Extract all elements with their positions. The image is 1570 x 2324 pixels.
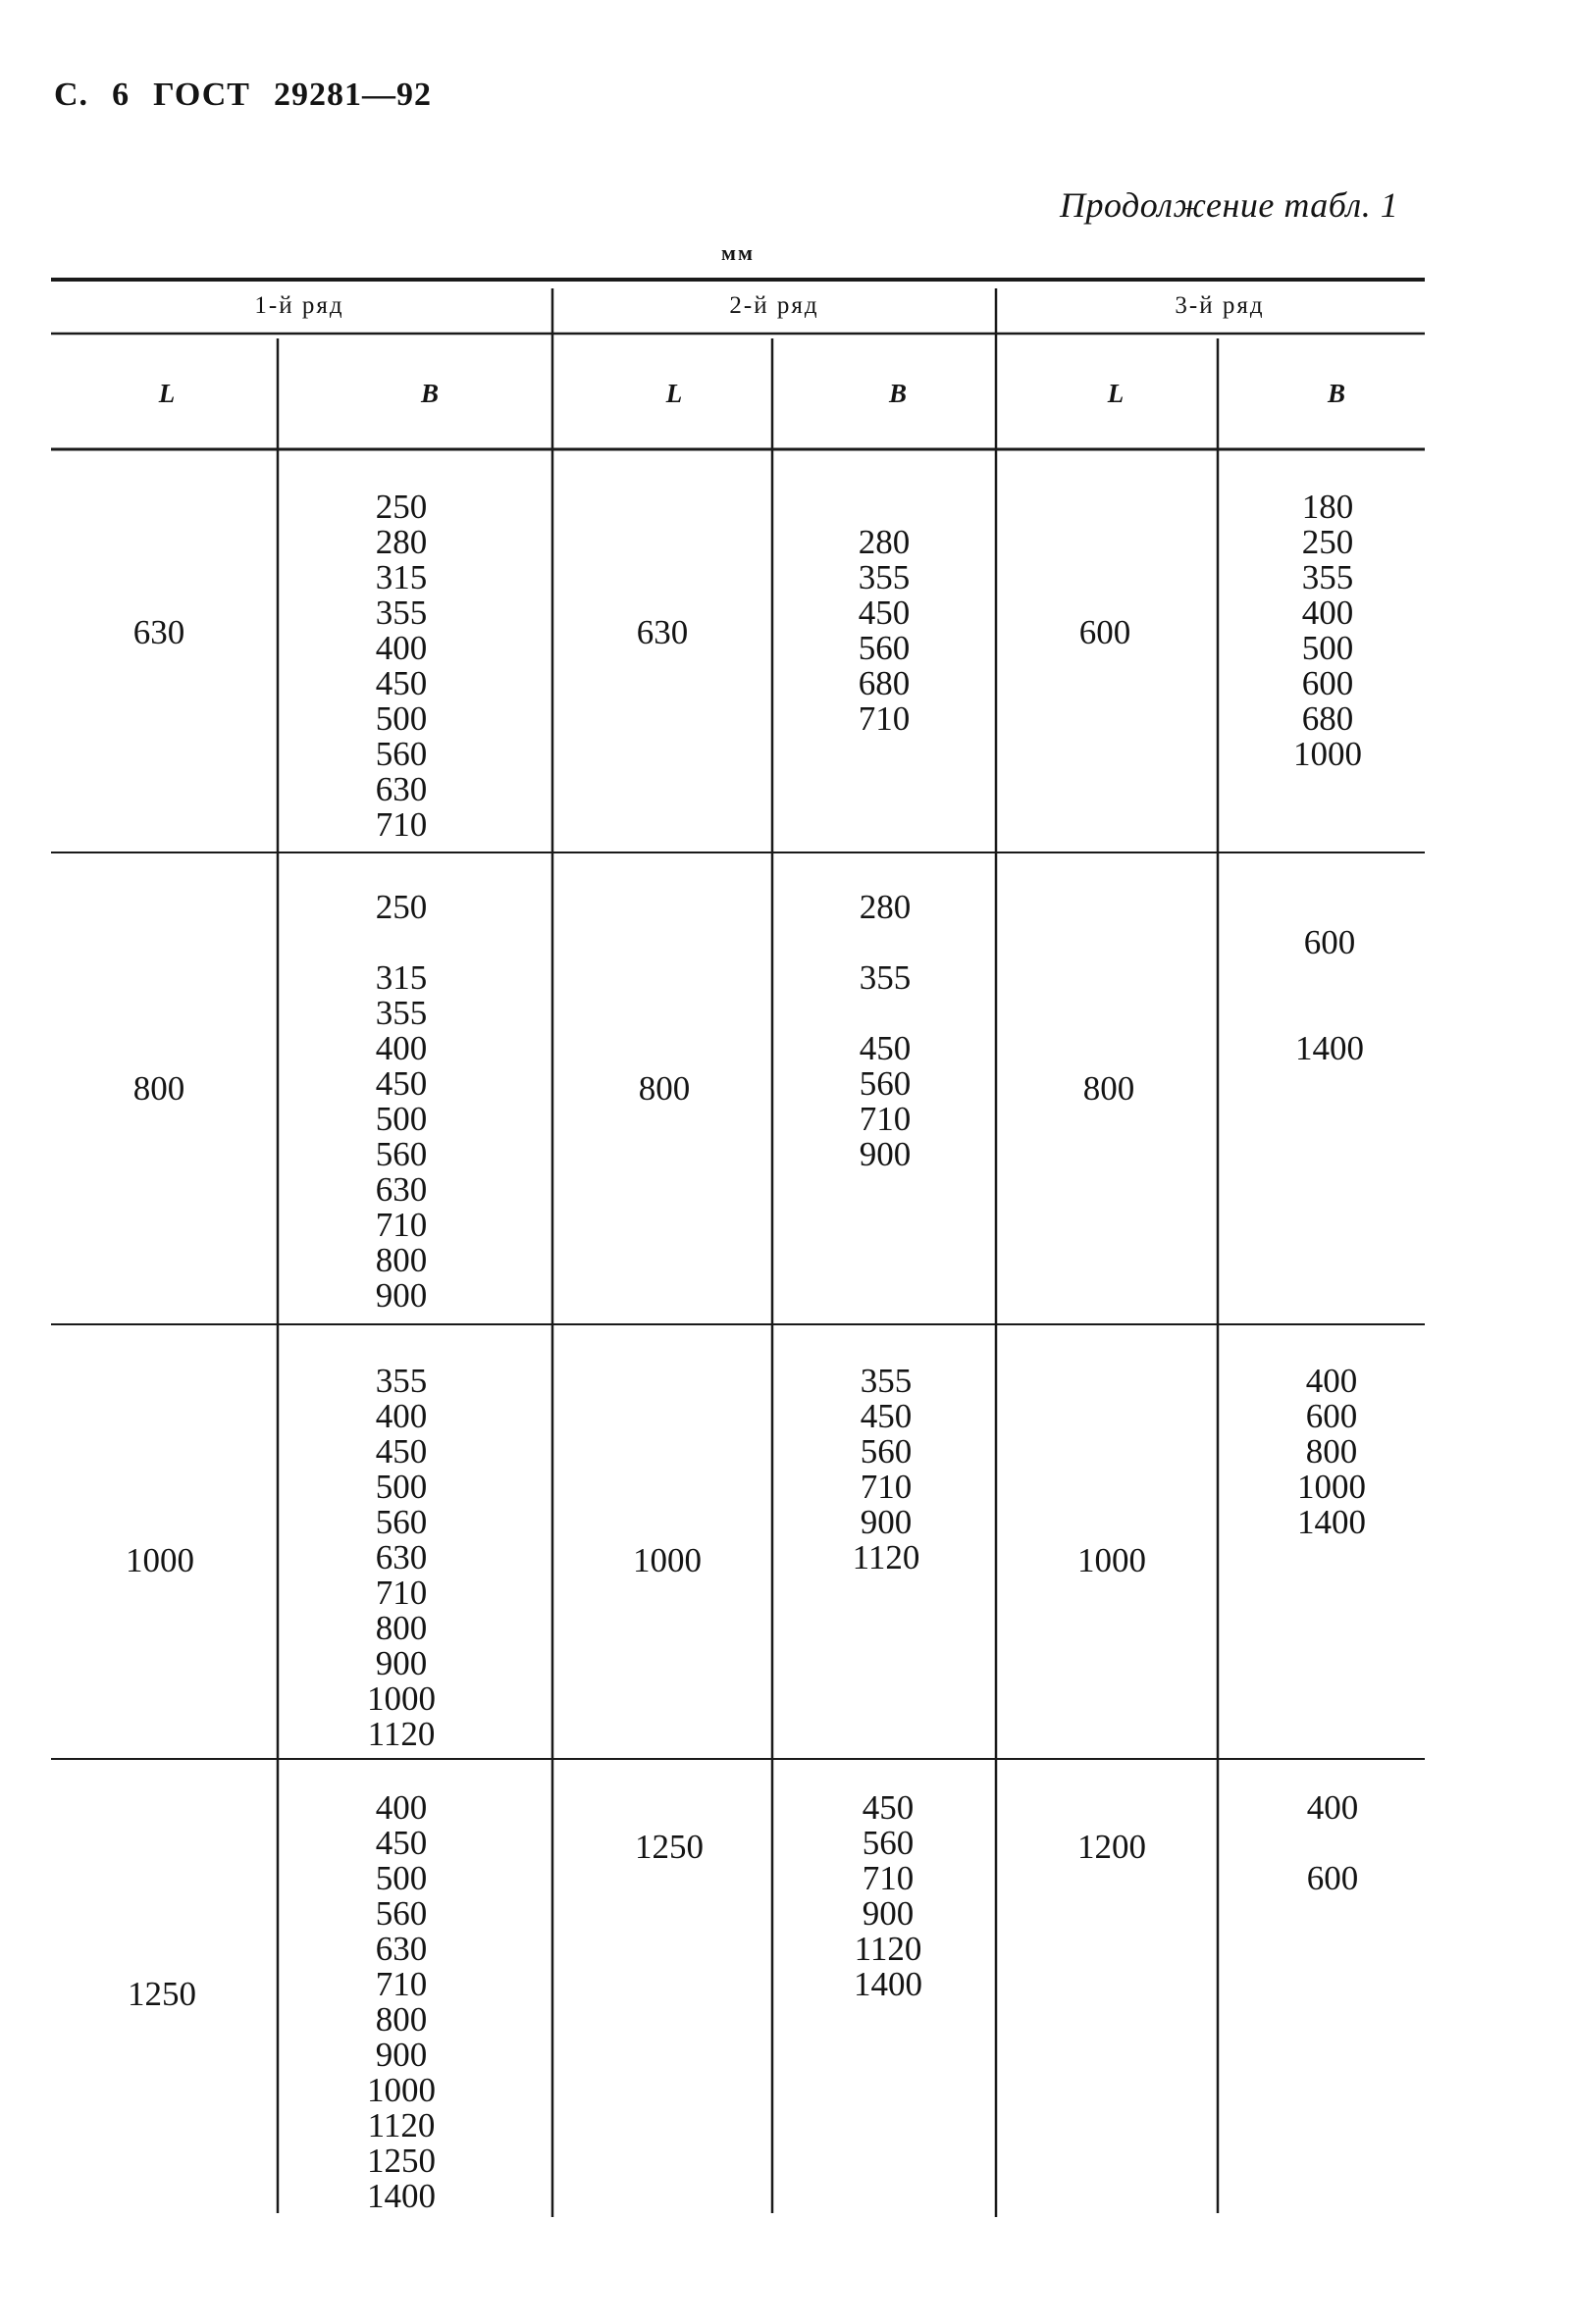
b-value: 400 [375, 1788, 428, 1827]
b-value: 710 [859, 1100, 912, 1138]
b-value [816, 925, 954, 960]
b-value: 560 [860, 1432, 913, 1471]
b-value: 355 [1301, 558, 1354, 596]
b-value: 400 [375, 629, 428, 667]
row3-r1-L: 1000 [126, 1541, 194, 1579]
b-value: 1400 [367, 2177, 436, 2215]
b-value: 280 [858, 523, 911, 561]
b-value: 710 [862, 1859, 915, 1897]
row1-r2-B-list [815, 490, 953, 737]
b-value: 800 [375, 1241, 428, 1279]
b-value: 315 [375, 958, 428, 997]
row2-r2-L: 800 [638, 1069, 691, 1108]
row3-r1-B-list [333, 1364, 470, 1752]
row4-r3-B-list [1264, 1790, 1401, 1896]
b-value: 680 [1301, 699, 1354, 738]
b-value: 1000 [367, 1679, 436, 1718]
b-value [1261, 890, 1398, 925]
row3-r3-L: 1000 [1077, 1541, 1146, 1579]
b-value: 600 [1305, 1397, 1358, 1435]
row1-r2-L: 630 [636, 613, 689, 651]
row2-r3-B-list [1261, 890, 1398, 1066]
b-value: 355 [375, 994, 428, 1032]
standard-number: 29281—92 [273, 77, 432, 113]
row2-r2-B-list [816, 890, 954, 1172]
group-header-row1: 1-й ряд [254, 292, 344, 319]
b-value: 500 [375, 1468, 428, 1506]
b-value: 630 [375, 1930, 428, 1968]
b-value: 400 [375, 1397, 428, 1435]
b-value [1261, 960, 1398, 996]
b-value: 560 [859, 1064, 912, 1103]
b-value: 560 [375, 1503, 428, 1541]
row4-r1-L: 1250 [128, 1975, 196, 2013]
column-header-B: B [888, 379, 907, 408]
b-value: 355 [860, 1362, 913, 1400]
b-value: 180 [1301, 488, 1354, 526]
table-continuation-caption: Продолжение табл. 1 [1060, 185, 1399, 225]
b-value [815, 490, 953, 525]
row3-r2-B-list [817, 1364, 955, 1575]
b-value: 450 [858, 594, 911, 632]
b-value: 1120 [854, 1930, 922, 1968]
b-value: 560 [862, 1824, 915, 1862]
b-value: 250 [375, 488, 428, 526]
b-value: 630 [375, 1538, 428, 1576]
units-label: мм [721, 240, 755, 265]
row3-r2-L: 1000 [633, 1541, 702, 1579]
b-value: 1120 [852, 1538, 920, 1576]
b-value: 680 [858, 664, 911, 702]
b-value: 250 [1301, 523, 1354, 561]
b-value: 355 [859, 958, 912, 997]
b-value: 600 [1301, 664, 1354, 702]
b-value: 280 [859, 888, 912, 926]
b-value: 1000 [1297, 1468, 1366, 1506]
b-value: 1120 [367, 1715, 436, 1753]
b-value: 450 [860, 1397, 913, 1435]
b-value: 560 [375, 1894, 428, 1933]
row2-r1-B-list [333, 890, 470, 1314]
b-value: 450 [862, 1788, 915, 1827]
b-value: 355 [375, 1362, 428, 1400]
b-value: 1000 [367, 2071, 436, 2109]
row1-r1-B-list [333, 490, 470, 843]
standard-name: ГОСТ [153, 77, 250, 113]
b-value: 500 [375, 699, 428, 738]
row4-r1-B-list [333, 1790, 470, 2214]
b-value: 560 [375, 1135, 428, 1173]
b-value: 500 [1301, 629, 1354, 667]
row1-r1-L: 630 [132, 613, 185, 651]
b-value: 400 [1301, 594, 1354, 632]
b-value: 450 [375, 1432, 428, 1471]
b-value: 710 [375, 1574, 428, 1612]
b-value: 710 [375, 1965, 428, 2003]
b-value [333, 925, 470, 960]
b-value: 400 [375, 1029, 428, 1067]
b-value: 800 [375, 1609, 428, 1647]
b-value [1264, 1826, 1401, 1861]
b-value: 900 [860, 1503, 913, 1541]
b-value: 1000 [1293, 735, 1362, 773]
b-value: 800 [1305, 1432, 1358, 1471]
b-value: 315 [375, 558, 428, 596]
column-header-B: B [420, 379, 439, 408]
b-value: 800 [375, 2000, 428, 2039]
b-value: 450 [375, 664, 428, 702]
b-value: 710 [858, 699, 911, 738]
b-value: 355 [375, 594, 428, 632]
b-value: 710 [375, 1206, 428, 1244]
b-value: 600 [1303, 923, 1356, 961]
row4-r3-L: 1200 [1077, 1828, 1146, 1866]
row4-r2-B-list [819, 1790, 957, 2002]
b-value: 710 [860, 1468, 913, 1506]
group-header-row3: 3-й ряд [1175, 292, 1265, 319]
b-value: 450 [375, 1064, 428, 1103]
b-value: 280 [375, 523, 428, 561]
page-prefix: С. [54, 77, 89, 113]
b-value [1261, 996, 1398, 1031]
b-value: 900 [862, 1894, 915, 1933]
b-value: 600 [1306, 1859, 1359, 1897]
b-value: 560 [375, 735, 428, 773]
b-value: 400 [1305, 1362, 1358, 1400]
page-number: 6 [112, 77, 131, 113]
b-value: 355 [858, 558, 911, 596]
group-header-row2: 2-й ряд [729, 292, 819, 319]
b-value: 250 [375, 888, 428, 926]
row2-r1-L: 800 [132, 1069, 185, 1108]
b-value: 1120 [367, 2106, 436, 2144]
b-value: 500 [375, 1100, 428, 1138]
column-header-L: L [665, 379, 683, 408]
b-value: 900 [375, 1644, 428, 1682]
b-value: 710 [375, 805, 428, 844]
b-value: 450 [375, 1824, 428, 1862]
b-value: 450 [859, 1029, 912, 1067]
column-header-B: B [1327, 379, 1345, 408]
b-value: 1400 [854, 1965, 922, 2003]
b-value [816, 996, 954, 1031]
b-value: 500 [375, 1859, 428, 1897]
b-value: 560 [858, 629, 911, 667]
row3-r3-B-list [1263, 1364, 1400, 1540]
b-value: 630 [375, 1170, 428, 1209]
column-header-L: L [1107, 379, 1125, 408]
b-value: 630 [375, 770, 428, 808]
b-value: 1400 [1297, 1503, 1366, 1541]
row1-r3-L: 600 [1078, 613, 1131, 651]
b-value: 900 [375, 1276, 428, 1315]
b-value: 1250 [367, 2142, 436, 2180]
b-value: 400 [1306, 1788, 1359, 1827]
row2-r3-L: 800 [1082, 1069, 1135, 1108]
row1-r3-B-list [1259, 490, 1396, 772]
b-value: 1400 [1295, 1029, 1364, 1067]
b-value: 900 [859, 1135, 912, 1173]
b-value: 900 [375, 2036, 428, 2074]
row4-r2-L: 1250 [635, 1828, 704, 1866]
column-header-L: L [158, 379, 176, 408]
